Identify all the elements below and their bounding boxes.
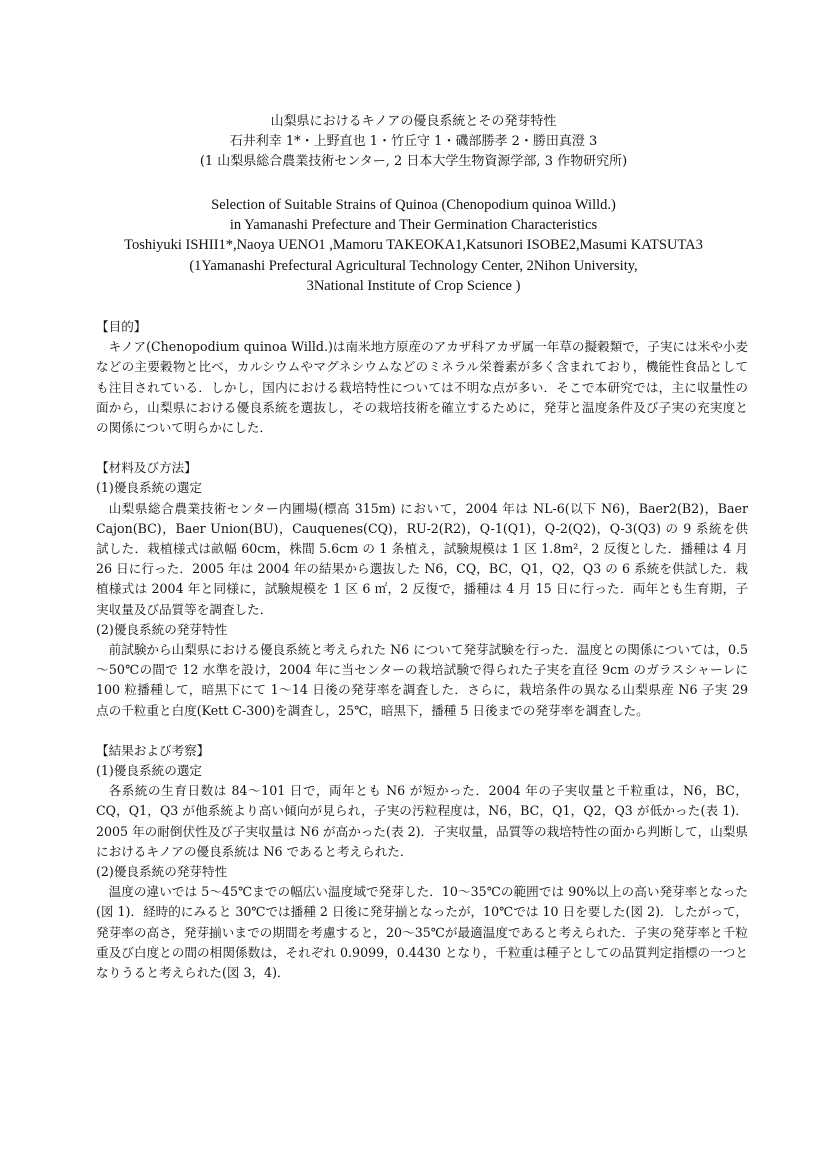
methods-subheading-2: (2)優良系統の発芽特性	[96, 621, 228, 637]
results-paragraph-1: 各系統の生育日数は 84～101 日で，両年とも N6 が短かった．2004 年の子実収量と千粒重は，N6，BC，CQ，Q1，Q3 が他系統より高い傾向が見られ，子実の汚粒程度は，N6，BC，Q1，Q2，Q3 が低かった(表 1)．2005 年の耐倒伏性及び子実収量は N6 が高かった(表 2)．子実収量，品質等の栽培特性の面から判断して，山梨県におけるキノアの優良系統は N6 であると考えられた．	[96, 783, 748, 859]
methods-paragraph-2: 前試験から山梨県における優良系統と考えられた N6 について発芽試験を行った．温度との関係については，0.5～50℃の間で 12 水準を設け，2004 年に当センターの栽培試験で得られた子実を直径 9cm のガラスシャーレに 100 粒播種して，暗黒下にて 1～14 日後の発芽率を調査した．さらに，栽培条件の異なる山梨県産 N6 子実 29 点の千粒重と白度(Kett C-300)を調査し，25℃，暗黒下，播種 5 日後までの発芽率を調査した。	[96, 642, 748, 718]
affiliations-english-line2: 3National Institute of Crop Science )	[306, 278, 521, 294]
affiliations-japanese: (1 山梨県総合農業技術センター, 2 日本大学生物資源学部, 3 作物研究所)	[199, 154, 628, 169]
results-paragraph-2: 温度の違いでは 5～45℃までの幅広い温度域で発芽した．10～35℃の範囲では 90%以上の高い発芽率となった(図 1)．経時的にみると 30℃では播種 2 日後に発芽揃となったが，10℃では 10 日を要した(図 2)．したがって，発芽率の高さ，発芽揃いまでの期間を考慮すると，20～35℃が最適温度であると考えられた．子実の発芽率と千粒重及び白度との間の相関係数は，それぞれ 0.9099，0.4430 となり，千粒重は種子としての品質判定指標の一つとなりうると考えられた(図 3，4)．	[96, 884, 748, 981]
title-english-line1: Selection of Suitable Strains of Quinoa (Chenopodium quinoa Willd.)	[211, 197, 616, 213]
section-heading-purpose: 【目的】	[96, 319, 147, 334]
methods-paragraph-1: 山梨県総合農業技術センター内圃場(標高 315m) において，2004 年は NL-6(以下 N6)，Baer2(B2)，Baer Cajon(BC)，Baer Union(BU)，Cauquenes(CQ)，RU-2(R2)，Q-1(Q1)，Q-2(Q2)，Q-3(Q3) の 9 系統を供試した．栽植様式は畝幅 60cm，株間 5.6cm の 1 条植え，試験規模は 1 区 1.8m²，2 反復とした．播種は 4 月 26 日に行った．2005 年は 2004 年の結果から選抜した N6，CQ，BC，Q1，Q2，Q3 の 6 系統を供試した．栽植様式は 2004 年と同様に，試験規模を 1 区 6 ㎡，2 反復で，播種は 4 月 15 日に行った．両年とも生育期，子実収量及び品質等を調査した．	[96, 500, 748, 617]
spacer	[96, 438, 748, 458]
purpose-paragraph: キノア(Chenopodium quinoa Willd.)は南米地方原産のアカザ科アカザ属一年草の擬穀類で，子実には米や小麦などの主要穀物と比べ，カルシウムやマグネシウムなどのミネラル栄養素が多く含まれており，機能性食品としても注目されている．しかし，国内における栽培特性については不明な点が多い．そこで本研究では，主に収量性の面から，山梨県における優良系統を選抜し，その栽培技術を確立するために，発芽と温度条件及び子実の充実度との関係について明らかにした．	[96, 339, 748, 436]
title-japanese: 山梨県におけるキノアの優良系統とその発芽特性	[270, 114, 557, 129]
results-subheading-2: (2)優良系統の発芽特性	[96, 864, 228, 880]
authors-japanese: 石井利幸 1*・上野直也 1・竹丘守 1・磯部勝孝 2・勝田真澄 3	[229, 134, 598, 149]
section-heading-methods: 【材料及び方法】	[96, 460, 197, 476]
methods-subheading-1: (1)優良系統の選定	[96, 480, 202, 496]
affiliations-english-line1: (1Yamanashi Prefectural Agricultural Technology Center, 2Nihon University,	[189, 258, 638, 274]
body-text	[96, 317, 748, 983]
results-subheading-1: (1)優良系統の選定	[96, 763, 202, 779]
section-heading-results: 【結果および考察】	[96, 742, 210, 758]
authors-english: Toshiyuki ISHII1*,Naoya UENO1 ,Mamoru TAKEOKA1,Katsunori ISOBE2,Masumi KATSUTA3	[124, 237, 703, 253]
spacer	[96, 721, 748, 741]
title-english-line2: in Yamanashi Prefecture and Their Germination Characteristics	[229, 217, 598, 233]
